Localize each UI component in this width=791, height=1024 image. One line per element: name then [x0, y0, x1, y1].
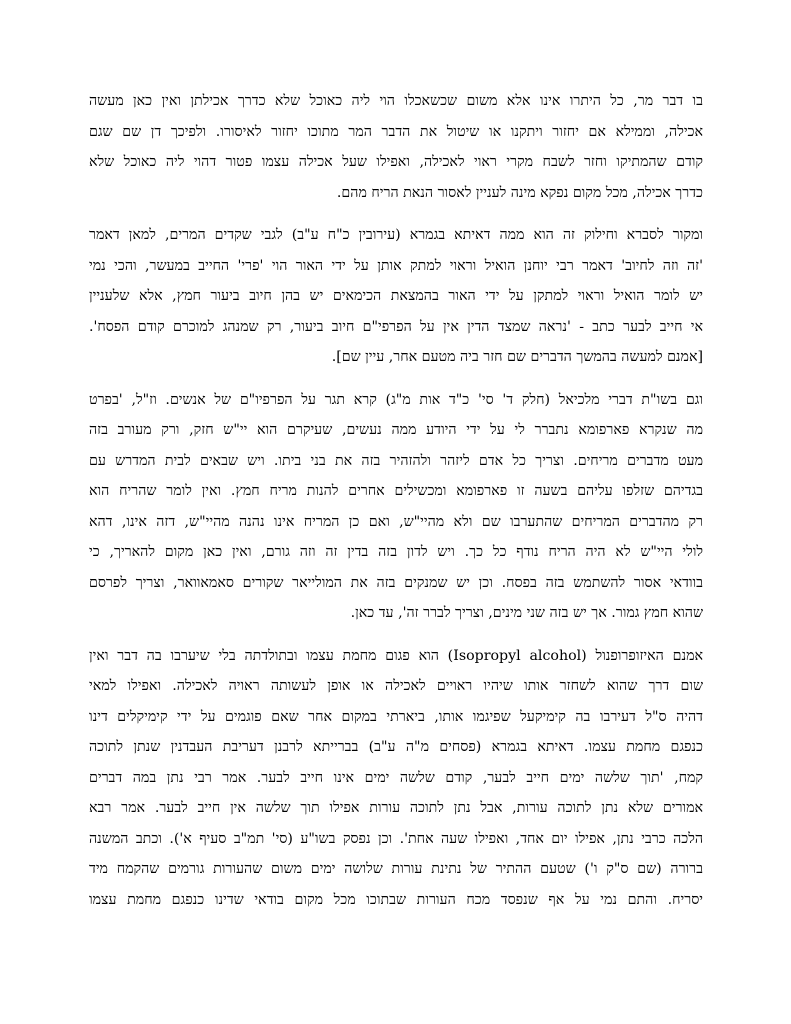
text-line: דהיה ס"ל דעירבו בה קימיקעל שפיגמו אותו, ביארתי במקום אחר שאם פוגמים על ידי קימיקלים דינו [89, 708, 703, 725]
text-line: וגם בשו"ת דברי מלכיאל (חלק ד' סי' כ"ד אות מ"ג) קרא תגר על הפרפיו"ם של אנשים. וז"ל, 'בפרט [89, 391, 703, 408]
paragraph-1 [89, 86, 703, 208]
text-line: 'זה וזה לחיוב' דאמר רבי יוחנן הואיל וראוי למתק אותן על ידי האור הוי 'פרי' החייב במעשר, והכי נמי [89, 257, 703, 274]
text-line: יסריח. והתם נמי על אף שנפסד מכח העורות שבתוכו מכל מקום בודאי שדינו כנפגם מחמת עצמו [89, 891, 703, 908]
text-line: אמנם האיזופרופנול (Isopropyl alcohol) הוא פגום מחמת עצמו ובתולדתה בלי שיערבו בה דבר ואין [89, 647, 703, 664]
text-line: מה שנקרא פארפומא נתברר לי על ידי היודע ממה נעשים, שעיקרם הוא יי"ש חזק, ורק מעורב בזה [89, 422, 703, 438]
text-line: לולי היי"ש לא היה הריח נודף כל כך. ויש לדון בזה בדין זה וזה גורם, ואין כאן מקום להאריך, כי [89, 544, 703, 560]
text-line: [אמנם למעשה בהמשך הדברים שם חזר ביה מטעם אחר, עיין שם]. [331, 349, 703, 365]
text-line: כנפגם מחמת עצמו. דאיתא בגמרא (פסחים מ"ה ע"ב) בברייתא לרבנן דעריבת העבדנין שנתן לתוכה [89, 739, 703, 755]
text-line: אכילה, וממילא אם יחזור ויתקנו או שיטול את הדבר המר מתוכו יחזור לאיסורו. ולפיכך דן שם שגם [89, 123, 703, 140]
text-line: בו דבר מר, כל היתרו אינו אלא משום שכשאכלו הוי ליה כאוכל שלא כדרך אכילתן ואין כאן מעשה [89, 93, 703, 109]
text-line: קמח, 'תוך שלשה ימים חייב לבער, קודם שלשה ימים אינו חייב לבער. אמר רבי נתן במה דברים [89, 769, 703, 786]
text-line: קודם שהמתיקו וחזר לשבח מקרי ראוי לאכילה, ואפילו שעל אכילה עצמו פטור דהוי ליה כאוכל שלא [89, 154, 703, 170]
text-line: ומקור לסברא וחילוק זה הוא ממה דאיתא בגמרא (עירובין כ"ח ע"ב) לגבי שקדים המרים, למאן דאמר [89, 227, 703, 243]
paragraph-3 [89, 385, 703, 629]
text-line: שהוא חמץ גמור. אך יש בזה שני מינים, וצריך לברר זה', עד כאן. [350, 605, 703, 621]
paragraph-4 [89, 641, 703, 916]
text-line: הלכה כרבי נתן, אפילו יום אחד, ואפילו שעה אחת'. וכן נפסק בשו"ע (סי' תמ"ב סעיף א'). וכתב המשנה [89, 830, 703, 847]
paragraph-2 [89, 220, 703, 373]
text-line: בוודאי אסור להשתמש בזה בפסח. וכן יש שמנקים בזה את המולייאר שקורים סאמאוואר, וצריך לפרסם [89, 574, 703, 591]
text-line: יש לומר הואיל וראוי למתקן על ידי האור בהמצאת הכימאים יש בהן חיוב ביעור חמץ, אלא שלעניין [89, 288, 703, 304]
text-line: בגדיהם שזלפו עליהם בשעה זו פארפומא ומכשילים אחרים להנות מריח חמץ. ואין לומר שהריח הוא [89, 483, 703, 499]
body-text [89, 86, 703, 927]
text-line: מעט מדברים מריחים. וצריך כל אדם ליזהר ולהזהיר בזה את בני ביתו. ויש שבאים לבית המדרש עם [89, 452, 703, 469]
text-line: ברורה (שם ס"ק ו') שטעם ההתיר של נתינת עורות שלושה ימים משום שהעורות גורמים שהקמח מיד [89, 861, 703, 877]
text-line: אמורים שלא נתן לתוכה עורות, אבל נתן לתוכה עורות אפילו תוך שלשה אין חייב לבער. אמר רבא [89, 800, 703, 816]
text-line: כדרך אכילה, מכל מקום נפקא מינה לעניין לאסור הנאת הריח מהם. [336, 184, 703, 201]
text-line: רק מהדברים המריחים שהתערבו שם ולא מהיי"ש, ואם כן המריח אינו נהנה מהיי"ש, דזה אינו, דהא [89, 513, 703, 530]
text-line: אי חייב לבער כתב - 'נראה שמצד הדין אין על הפרפי"ם חיוב ביעור, רק שמנהג למוכרם קודם הפסח'. [89, 318, 703, 335]
text-line: שום דרך שהוא לשחזר אותו שיהיו ראויים לאכילה או אופן לעשותה ראויה לאכילה. ואפילו למאי [89, 678, 703, 694]
